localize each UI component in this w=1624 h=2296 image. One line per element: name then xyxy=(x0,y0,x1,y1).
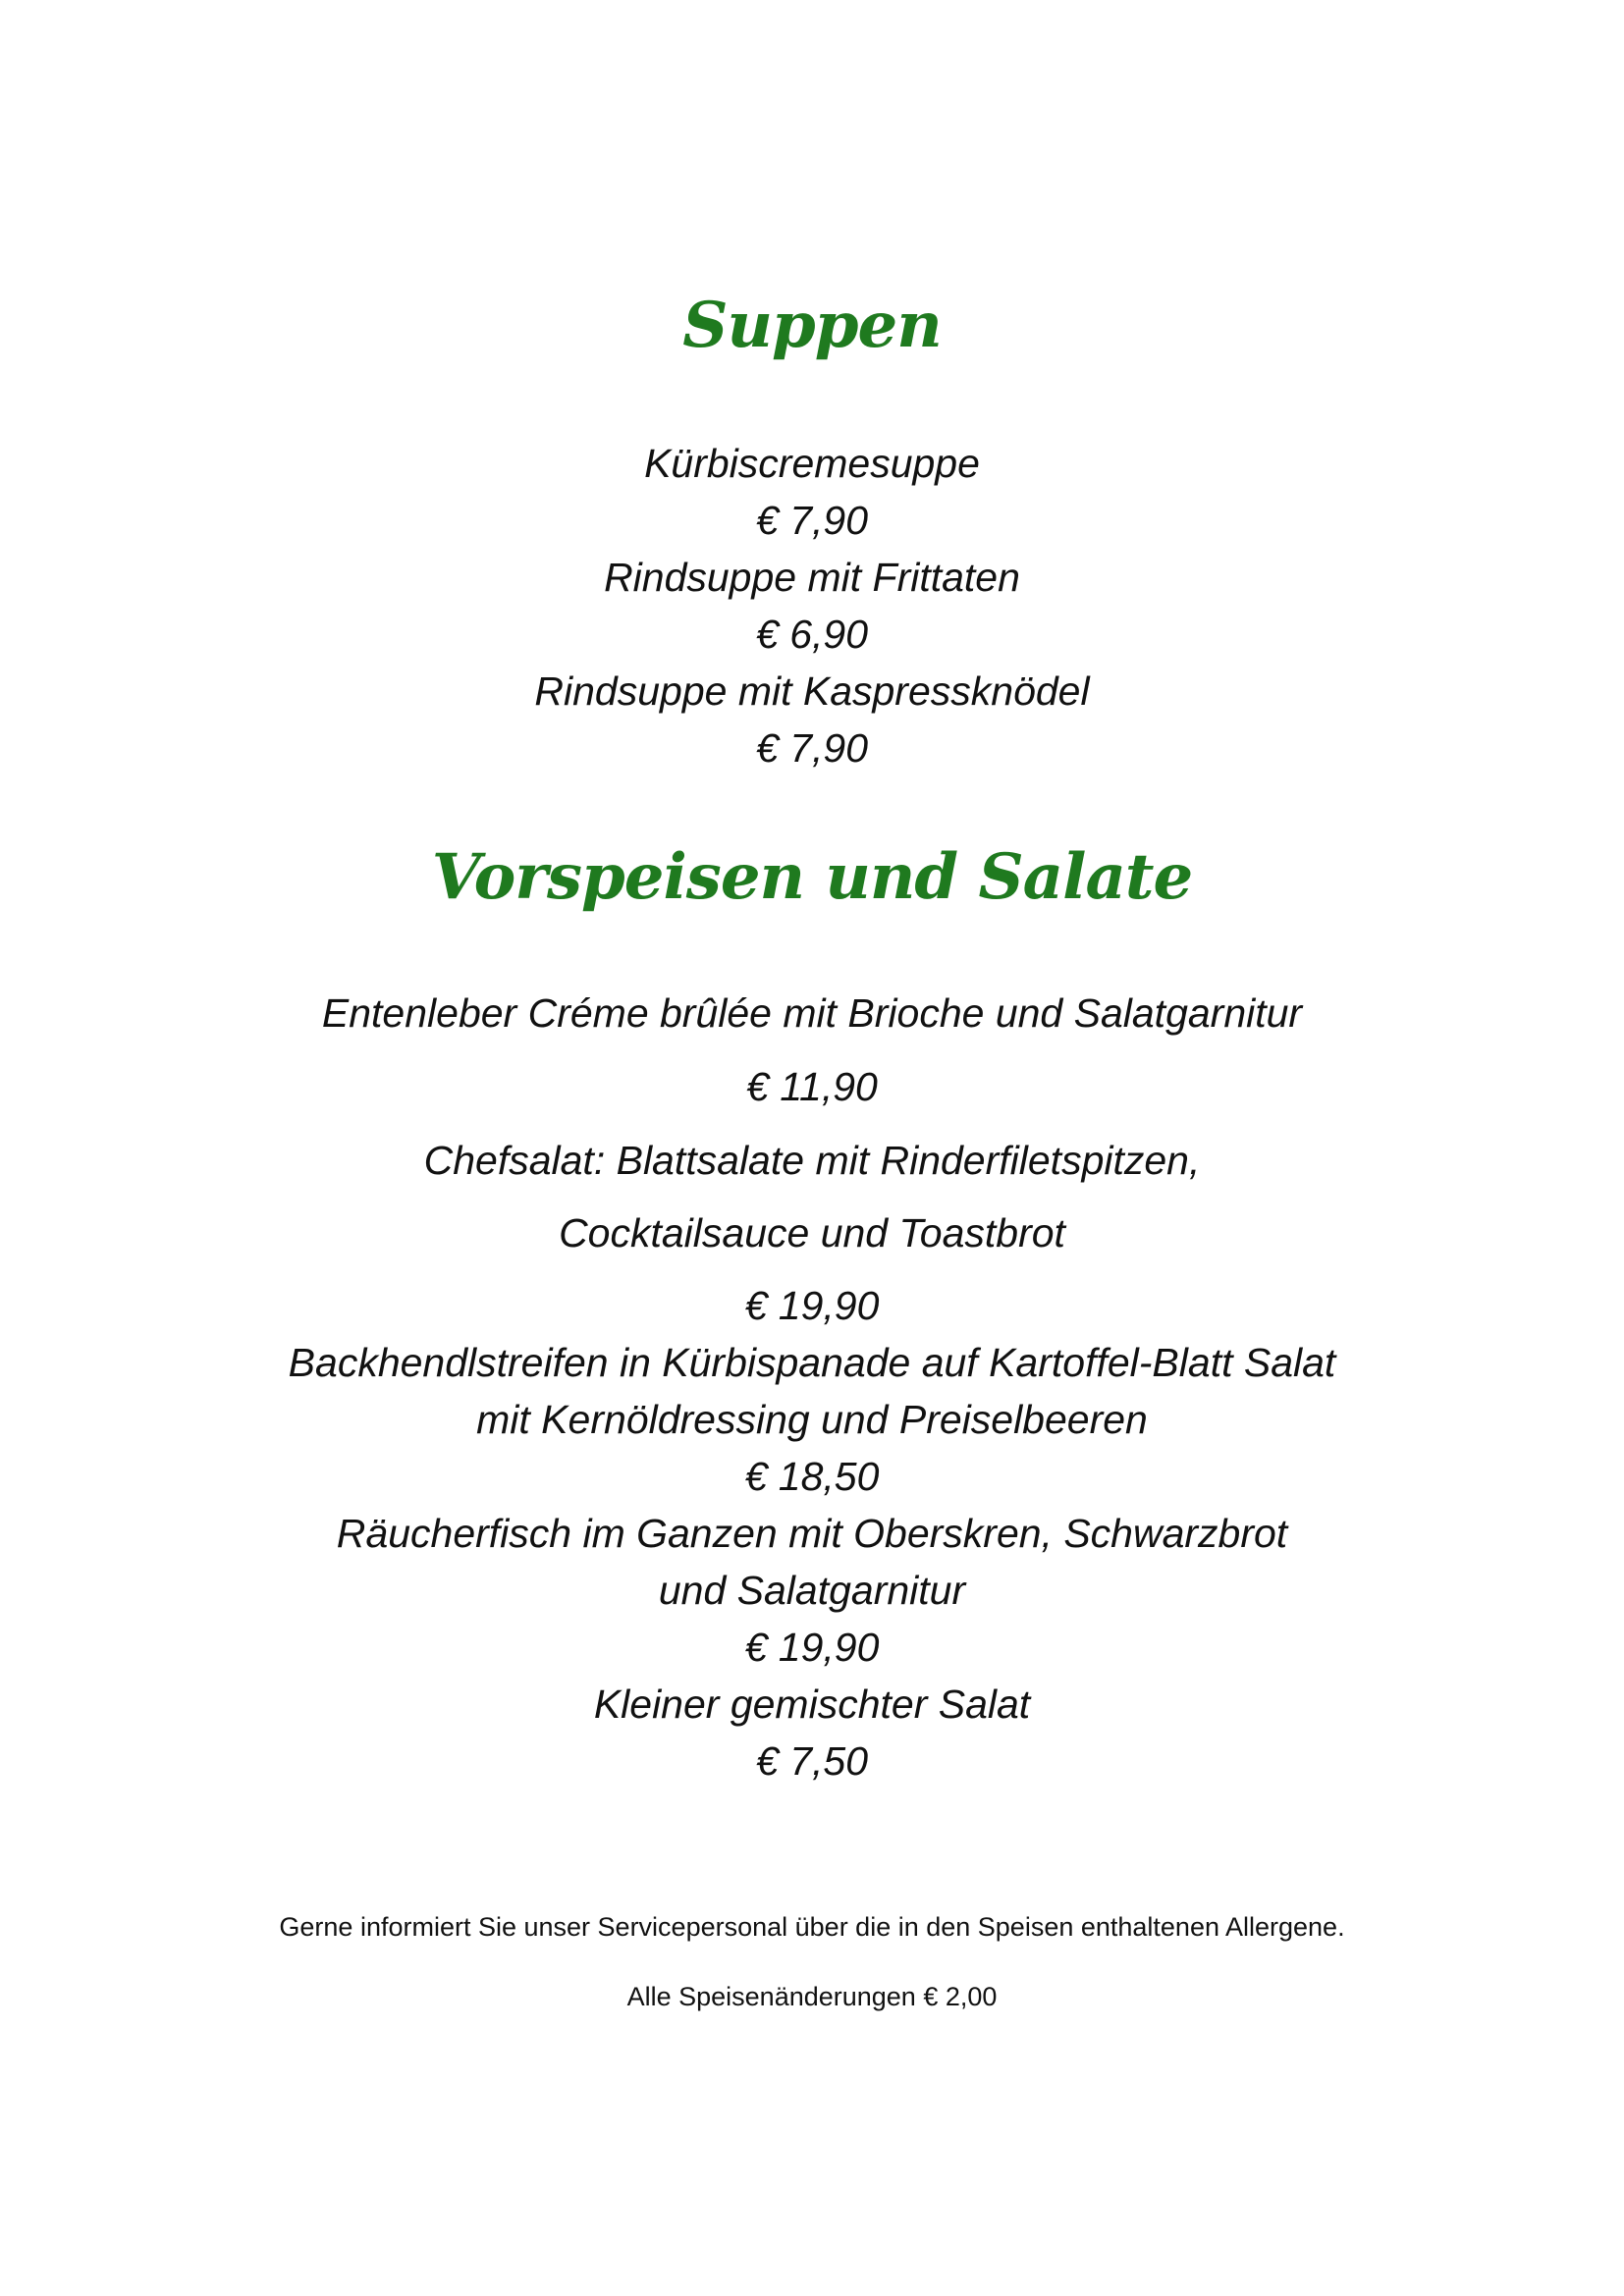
menu-item-name: Rindsuppe mit Kaspressknödel xyxy=(534,668,1090,714)
menu-item-name: und Salatgarnitur xyxy=(658,1568,966,1613)
section-title-suppen: Suppen xyxy=(682,289,942,362)
change-fee-note: Alle Speisenänderungen € 2,00 xyxy=(626,1982,998,2011)
menu-item-price: € 19,90 xyxy=(744,1283,880,1328)
menu-item-price: € 7,90 xyxy=(756,498,868,543)
menu-item-name: mit Kernöldressing und Preiselbeeren xyxy=(476,1397,1148,1442)
menu-item-price: € 11,90 xyxy=(746,1064,878,1109)
menu-item-price: € 18,50 xyxy=(744,1454,880,1499)
menu-item-name: Backhendlstreifen in Kürbispanade auf Kartoffel-Blatt Salat xyxy=(288,1340,1336,1385)
menu-item-name: Entenleber Créme brûlée mit Brioche und Salatgarnitur xyxy=(321,990,1303,1036)
section-title-vorspeisen-und-salate: Vorspeisen und Salate xyxy=(431,840,1193,914)
menu-item-name: Kleiner gemischter Salat xyxy=(593,1682,1031,1727)
allergen-note: Gerne informiert Sie unser Servicepersonal über die in den Speisen enthaltenen Allergene. xyxy=(279,1912,1345,1942)
menu-item-price: € 19,90 xyxy=(744,1625,880,1670)
menu-item-name: Rindsuppe mit Frittaten xyxy=(604,555,1020,600)
menu-item-name: Cocktailsauce und Toastbrot xyxy=(559,1210,1065,1255)
menu-item-name: Chefsalat: Blattsalate mit Rinderfiletspitzen, xyxy=(423,1138,1201,1183)
menu-item-price: € 7,50 xyxy=(756,1738,868,1784)
menu-item-name: Kürbiscremesuppe xyxy=(644,441,980,486)
menu-item-price: € 6,90 xyxy=(756,612,868,657)
menu-item-price: € 7,90 xyxy=(756,725,868,771)
menu-item-name: Räucherfisch im Ganzen mit Oberskren, Schwarzbrot xyxy=(336,1511,1288,1556)
